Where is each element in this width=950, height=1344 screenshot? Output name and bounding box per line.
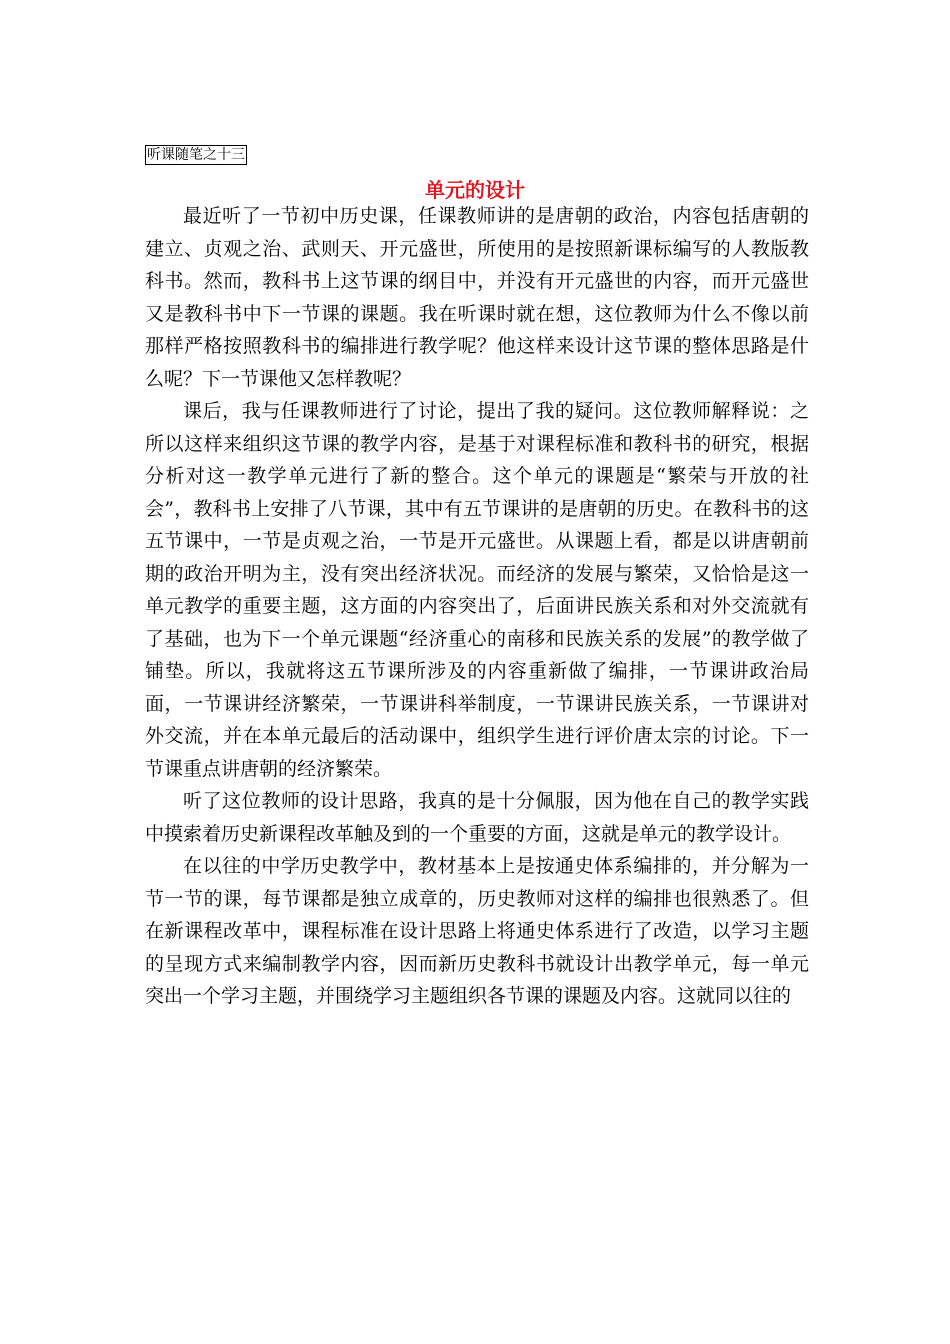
paragraph-1: 最近听了一节初中历史课，任课教师讲的是唐朝的政治，内容包括唐朝的建立、贞观之治、武则天、开元盛世，所使用的是按照新课标编写的人教版教科书。然而，教科书上这节课的纲目中，并没有开元盛世的内容，而开元盛世又是教科书中下一节课的课题。我在听课时就在想，这位教师为什么不像以前那样严格按照教科书的编排进行教学呢？他这样来设计这节课的整体思路是什么呢？下一节课他又怎样教呢？ xyxy=(145,205,809,390)
document-title: 单元的设计 xyxy=(425,178,525,202)
paragraph-2: 课后，我与任课教师进行了讨论，提出了我的疑问。这位教师解释说：之所以这样来组织这节课的教学内容，是基于对课程标准和教科书的研究，根据分析对这一教学单元进行了新的整合。这个单元的课题是“繁荣与开放的社会”，教科书上安排了八节课，其中有五节课讲的是唐朝的历史。在教科书的这五节课中，一节是贞观之治，一节是开元盛世。从课题上看，都是以讲唐朝前期的政治开明为主，没有突出经济状况。而经济的发展与繁荣，又恰恰是这一单元教学的重要主题，这方面的内容突出了，后面讲民族关系和对外交流就有了基础，也为下一个单元课题“经济重心的南移和民族关系的发展”的教学做了铺垫。所以，我就将这五节课所涉及的内容重新做了编排，一节课讲政治局面，一节课讲经济繁荣，一节课讲科举制度，一节课讲民族关系，一节课讲对外交流，并在本单元最后的活动课中，组织学生进行评价唐太宗的讨论。下一节课重点讲唐朝的经济繁荣。 xyxy=(145,400,809,780)
paragraph-4: 在以往的中学历史教学中，教材基本上是按通史体系编排的，并分解为一节一节的课，每节课都是独立成章的，历史教师对这样的编排也很熟悉了。但在新课程改革中，课程标准在设计思路上将通史体系进行了改造，以学习主题的呈现方式来编制教学内容，因而新历史教科书就设计出教学单元，每一单元突出一个学习主题，并围绕学习主题组织各节课的课题及内容。这就同以往的 xyxy=(145,855,809,1007)
series-label: 听课随笔之十三 xyxy=(147,147,245,163)
paragraph-3: 听了这位教师的设计思路，我真的是十分佩服，因为他在自己的教学实践中摸索着历史新课程改革触及到的一个重要的方面，这就是单元的教学设计。 xyxy=(145,790,809,845)
document-body xyxy=(145,200,809,1013)
